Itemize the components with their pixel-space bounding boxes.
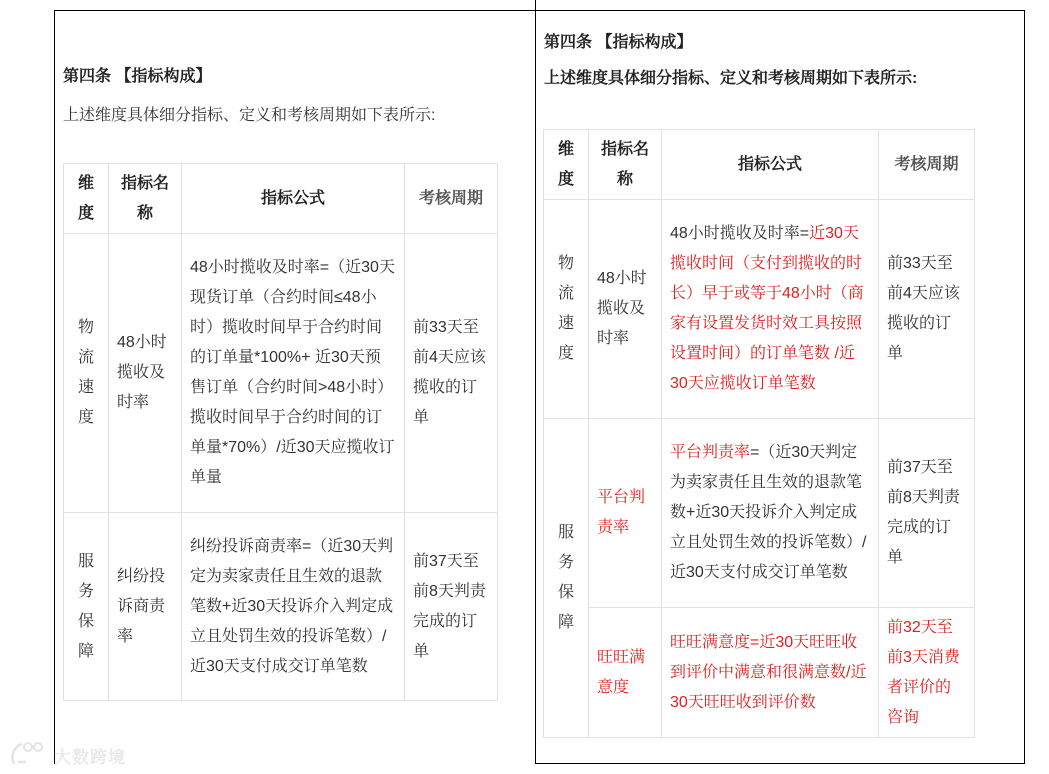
header-formula: 指标公式 [662,130,879,200]
row-period: 前33天至前4天应该揽收的订单 [405,234,498,513]
row-period: 前37天至前8天判责完成的订单 [405,513,498,701]
row-metric-name: 48小时揽收及时率 [589,200,662,419]
table-header-row [64,164,498,234]
formula-highlight: 近30天揽收时间（支付到揽收的时长）早于或等于48小时（商家有设置发货时效工具按照设置时间）的订单笔数 /近30天应揽收订单笔数 [670,225,864,392]
bottom-rule [535,763,1025,764]
header-formula: 指标公式 [182,164,405,234]
left-intro-text: 上述维度具体细分指标、定义和考核周期如下表所示: [63,107,436,124]
row-metric-name: 平台判责率 [589,419,662,608]
row-period: 前32天至前3天消费者评价的咨询 [879,608,975,738]
table-row [64,513,498,701]
left-pane [63,60,503,127]
right-metrics-table [543,129,975,738]
header-name: 指标名称 [589,130,662,200]
row-formula [662,200,879,419]
row-period: 前33天至前4天应该揽收的订单 [879,200,975,419]
watermark [8,738,138,768]
watermark-logo-icon [8,738,52,768]
right-article-heading: 第四条 【指标构成】 [544,34,693,51]
row-period: 前37天至前8天判责完成的订单 [879,419,975,608]
right-intro-text: 上述维度具体细分指标、定义和考核周期如下表所示: [544,70,918,87]
table-row [544,200,975,419]
table-row [544,419,975,608]
row-dimension: 物流速度 [544,200,589,419]
header-dimension: 维度 [64,164,109,234]
left-metrics-table [63,163,498,701]
formula-rest: =（近30天判定为卖家责任且生效的退款笔数+近30天投诉介入判定成立且处罚生效的投诉笔数）/近30天支付成交订单笔数 [670,444,867,581]
watermark-text: 大数跨境 [54,748,126,767]
table-row [64,234,498,513]
table-row [544,608,975,738]
formula-highlight: 平台判责率 [670,444,751,461]
formula-prefix: 48小时揽收及时率= [670,225,810,242]
header-name: 指标名称 [109,164,182,234]
header-dimension: 维度 [544,130,589,200]
row-dimension: 服务保障 [544,419,589,738]
header-period: 考核周期 [405,164,498,234]
row-metric-name: 48小时揽收及时率 [109,234,182,513]
left-article-heading: 第四条 【指标构成】 [63,68,212,85]
right-pane [544,26,984,90]
row-formula [662,419,879,608]
header-period: 考核周期 [879,130,975,200]
row-dimension: 服务保障 [64,513,109,701]
row-formula: 48小时揽收及时率=（近30天现货订单（合约时间≤48小时）揽收时间早于合约时间的订单量*100%+ 近30天预售订单（合约时间>48小时）揽收时间早于合约时间的订单量*70%）/近30天应揽收订单量 [182,234,405,513]
row-metric-name: 纠纷投诉商责率 [109,513,182,701]
row-metric-name: 旺旺满意度 [589,608,662,738]
column-divider [535,0,536,764]
row-formula: 旺旺满意度=近30天旺旺收到评价中满意和很满意数/近30天旺旺收到评价数 [662,608,879,738]
table-header-row [544,130,975,200]
row-formula: 纠纷投诉商责率=（近30天判定为卖家责任且生效的退款笔数+近30天投诉介入判定成立且处罚生效的投诉笔数）/近30天支付成交订单笔数 [182,513,405,701]
row-dimension: 物流速度 [64,234,109,513]
